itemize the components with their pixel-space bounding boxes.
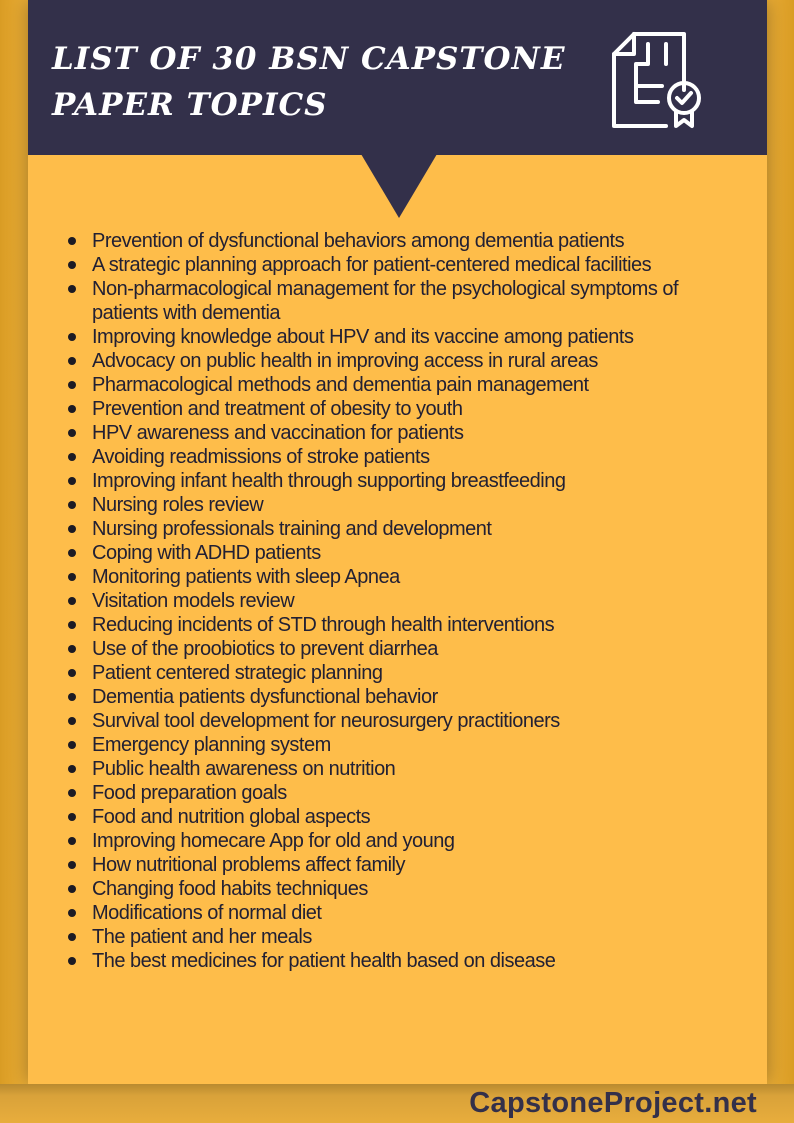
bullet-icon — [68, 525, 76, 533]
topic-text: Prevention of dysfunctional behaviors among dementia patients — [92, 230, 625, 252]
bullet-icon — [68, 645, 76, 653]
topic-item — [66, 709, 706, 733]
topic-item — [66, 493, 706, 517]
topic-text: Changing food habits techniques — [92, 878, 368, 900]
topic-item — [66, 781, 706, 805]
topic-item — [66, 925, 706, 949]
topic-item — [66, 325, 706, 349]
topic-list — [66, 229, 706, 973]
topic-text: Pharmacological methods and dementia pain management — [92, 374, 589, 396]
bullet-icon — [68, 909, 76, 917]
topic-text: The patient and her meals — [92, 926, 312, 948]
topic-text: Food and nutrition global aspects — [92, 806, 371, 828]
bullet-icon — [68, 813, 76, 821]
bullet-icon — [68, 261, 76, 269]
bullet-icon — [68, 381, 76, 389]
topic-item — [66, 805, 706, 829]
topic-item — [66, 421, 706, 445]
topic-text: Nursing professionals training and development — [92, 518, 492, 540]
topic-text: Advocacy on public health in improving access in rural areas — [92, 350, 598, 372]
bullet-icon — [68, 789, 76, 797]
topic-item — [66, 229, 706, 253]
bullet-icon — [68, 453, 76, 461]
topic-text: Prevention and treatment of obesity to youth — [92, 398, 463, 420]
document-certificate-icon — [610, 30, 706, 130]
bullet-icon — [68, 573, 76, 581]
bullet-icon — [68, 717, 76, 725]
topic-text: The best medicines for patient health based on disease — [92, 950, 556, 972]
bullet-icon — [68, 357, 76, 365]
topics-card — [28, 0, 767, 1084]
topic-text: Avoiding readmissions of stroke patients — [92, 446, 430, 468]
bullet-icon — [68, 957, 76, 965]
topic-item — [66, 445, 706, 469]
bullet-icon — [68, 885, 76, 893]
topic-item — [66, 829, 706, 853]
bullet-icon — [68, 765, 76, 773]
topic-text: Modifications of normal diet — [92, 902, 322, 924]
topic-text: Patient centered strategic planning — [92, 662, 383, 684]
bullet-icon — [68, 693, 76, 701]
bullet-icon — [68, 285, 76, 293]
bullet-icon — [68, 837, 76, 845]
topic-text: Coping with ADHD patients — [92, 542, 321, 564]
topic-text: Reducing incidents of STD through health interventions — [92, 614, 555, 636]
topic-item — [66, 901, 706, 925]
topic-item — [66, 637, 706, 661]
header-pointer — [361, 154, 437, 218]
topic-text: Improving homecare App for old and young — [92, 830, 455, 852]
topic-item — [66, 349, 706, 373]
topic-item — [66, 397, 706, 421]
topic-item — [66, 877, 706, 901]
topic-text: HPV awareness and vaccination for patients — [92, 422, 464, 444]
bullet-icon — [68, 933, 76, 941]
bullet-icon — [68, 429, 76, 437]
topic-text: Emergency planning system — [92, 734, 331, 756]
topic-item — [66, 661, 706, 685]
bullet-icon — [68, 405, 76, 413]
page-title: LIST OF 30 BSN CAPSTONE PAPER TOPICS — [52, 41, 566, 123]
bullet-icon — [68, 501, 76, 509]
topic-text: Improving infant health through supporting breastfeeding — [92, 470, 566, 492]
topic-item — [66, 757, 706, 781]
topic-item — [66, 949, 706, 973]
topic-item — [66, 469, 706, 493]
topic-item — [66, 517, 706, 541]
topic-text: Improving knowledge about HPV and its vaccine among patients — [92, 326, 634, 348]
topic-item — [66, 613, 706, 637]
topic-text: A strategic planning approach for patient-centered medical facilities — [92, 254, 652, 276]
topic-text: Visitation models review — [92, 590, 295, 612]
topic-item — [66, 541, 706, 565]
topic-item — [66, 589, 706, 613]
bullet-icon — [68, 597, 76, 605]
topic-item — [66, 565, 706, 589]
header-banner — [28, 0, 767, 155]
topic-text: Survival tool development for neurosurgery practitioners — [92, 710, 560, 732]
topic-item — [66, 253, 706, 277]
topic-item — [66, 853, 706, 877]
topic-text: How nutritional problems affect family — [92, 854, 405, 876]
brand-link[interactable]: CapstoneProject.net — [469, 1087, 757, 1119]
bullet-icon — [68, 741, 76, 749]
topic-text: Food preparation goals — [92, 782, 287, 804]
bullet-icon — [68, 549, 76, 557]
topic-item — [66, 277, 706, 325]
bullet-icon — [68, 333, 76, 341]
topic-text: Dementia patients dysfunctional behavior — [92, 686, 438, 708]
topic-text: Non-pharmacological management for the psychological symptoms of patients with dementia — [92, 278, 679, 324]
topic-text: Monitoring patients with sleep Apnea — [92, 566, 400, 588]
bullet-icon — [68, 669, 76, 677]
topic-text: Public health awareness on nutrition — [92, 758, 396, 780]
bullet-icon — [68, 621, 76, 629]
bullet-icon — [68, 861, 76, 869]
topic-text: Nursing roles review — [92, 494, 264, 516]
topic-item — [66, 373, 706, 397]
bullet-icon — [68, 477, 76, 485]
topic-text: Use of the proobiotics to prevent diarrhea — [92, 638, 438, 660]
topic-item — [66, 733, 706, 757]
bullet-icon — [68, 237, 76, 245]
topic-item — [66, 685, 706, 709]
